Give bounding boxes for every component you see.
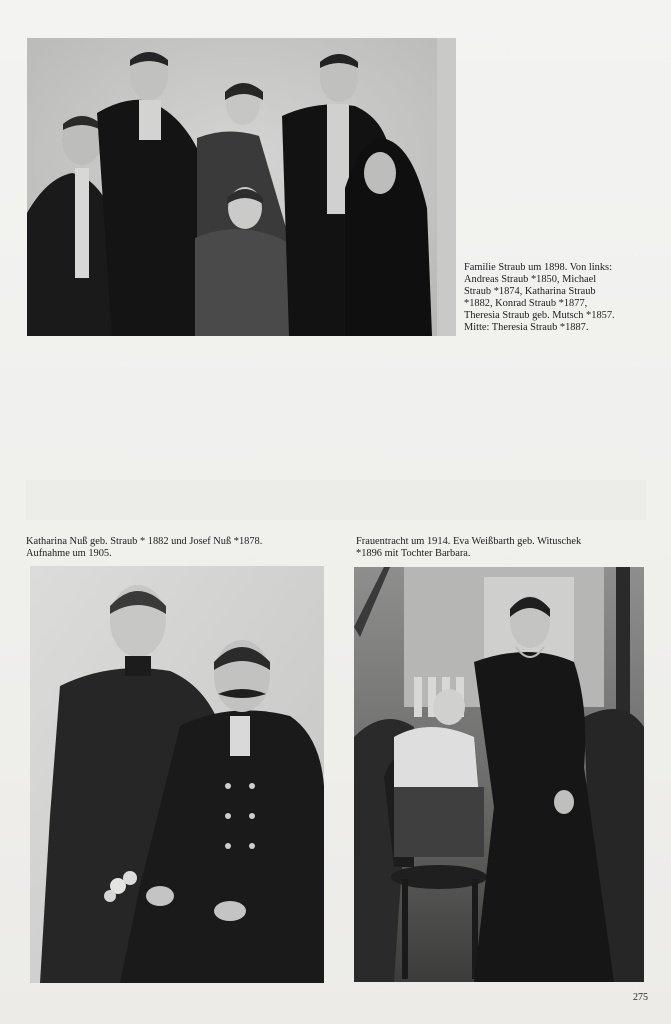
family-photo	[27, 38, 456, 336]
page-number: 275	[633, 992, 648, 1003]
caption-line: *1896 mit Tochter Barbara.	[356, 548, 471, 559]
caption-line: Theresia Straub geb. Mutsch *1857.	[464, 310, 615, 321]
caption-line: Frauentracht um 1914. Eva Weißbarth geb. Wituschek	[356, 536, 582, 547]
couple-caption	[26, 536, 262, 560]
mother-child-caption	[356, 536, 581, 560]
caption-line: *1882, Konrad Straub *1877,	[464, 298, 588, 309]
caption-line: Katharina Nuß geb. Straub * 1882 und Josef Nuß *1878.	[26, 536, 263, 547]
caption-line: Andreas Straub *1850, Michael	[464, 274, 597, 285]
couple-photo	[30, 566, 324, 983]
mother-child-photo	[354, 567, 644, 982]
caption-line: Mitte: Theresia Straub *1887.	[464, 322, 589, 333]
page-shadow	[26, 480, 646, 520]
caption-line: Familie Straub um 1898. Von links:	[464, 262, 612, 273]
caption-line: Straub *1874, Katharina Straub	[464, 286, 596, 297]
family-caption	[464, 262, 615, 334]
caption-line: Aufnahme um 1905.	[26, 548, 112, 559]
